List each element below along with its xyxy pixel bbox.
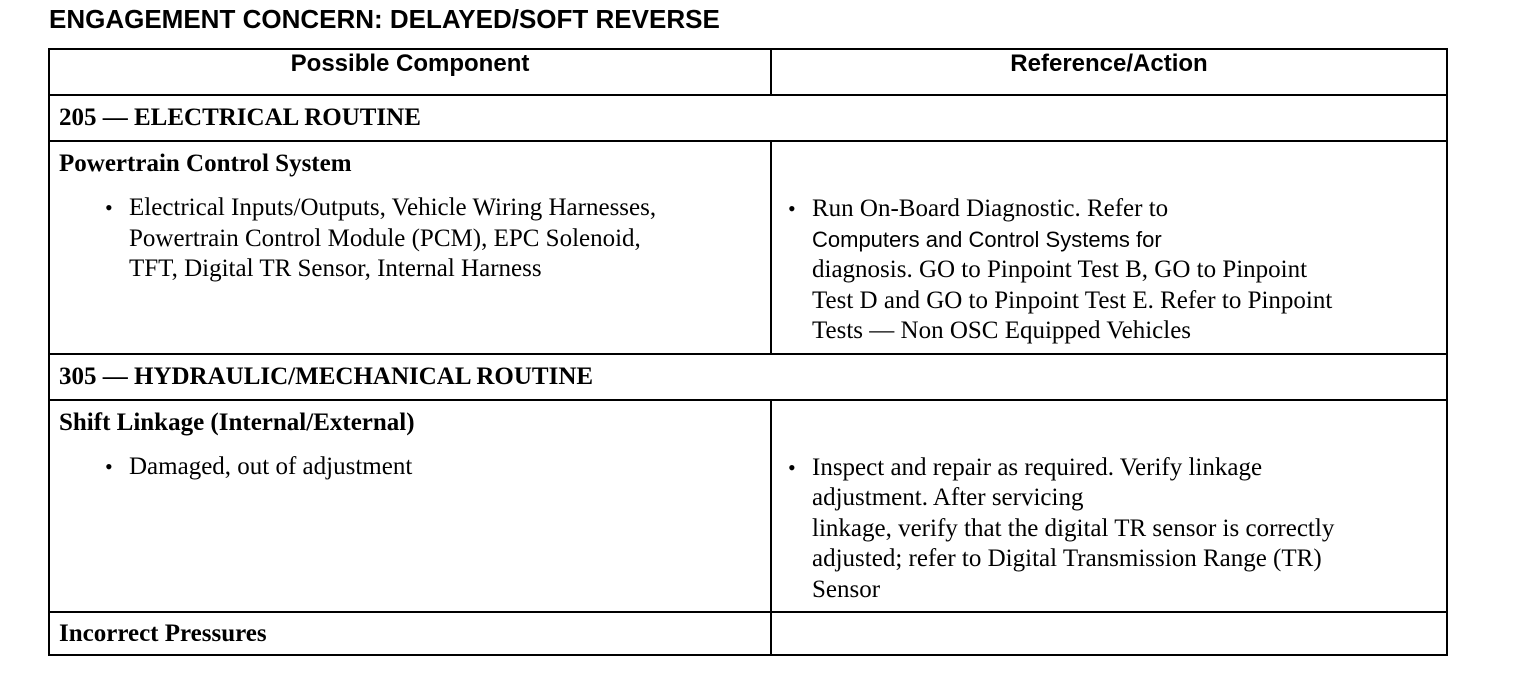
header-reference-action: Reference/Action	[771, 49, 1447, 95]
action-line: adjustment. After servicing	[812, 484, 1084, 511]
component-name: Powertrain Control System	[59, 150, 352, 177]
component-bullet	[50, 438, 770, 483]
action-bullet	[772, 401, 1446, 612]
bullet-glyph: •	[105, 195, 113, 220]
routine-row	[49, 95, 1447, 141]
action-cell-empty	[771, 612, 1447, 655]
component-line: Powertrain Control Module (PCM), EPC Solenoid,	[129, 224, 641, 252]
bullet-glyph: •	[788, 196, 796, 221]
action-line: Inspect and repair as required. Verify linkage	[812, 453, 1263, 481]
component-line: Damaged, out of adjustment	[129, 452, 413, 480]
action-line: adjusted; refer to Digital Transmission Range (TR)	[812, 545, 1322, 572]
header-possible-component: Possible Component	[49, 49, 771, 95]
diagnostic-table	[48, 48, 1448, 656]
routine-heading-hydraulic: 305 — HYDRAULIC/MECHANICAL ROUTINE	[49, 354, 1447, 400]
component-cell	[49, 141, 771, 354]
action-line: Test D and GO to Pinpoint Test E. Refer to Pinpoint	[812, 286, 1333, 314]
action-line: diagnosis. GO to Pinpoint Test B, GO to Pinpoint	[812, 256, 1308, 283]
routine-heading-electrical: 205 — ELECTRICAL ROUTINE	[49, 95, 1447, 141]
action-link-line: Computers and Control Systems for	[812, 226, 1162, 252]
action-bullet	[772, 142, 1446, 353]
component-line: Electrical Inputs/Outputs, Vehicle Wiring Harnesses,	[129, 194, 657, 221]
table-header-row	[49, 49, 1447, 95]
component-name: Incorrect Pressures	[49, 612, 771, 655]
table-row	[49, 141, 1447, 354]
component-bullet	[50, 179, 770, 285]
action-cell	[771, 141, 1447, 354]
table-row	[49, 400, 1447, 613]
action-line: Tests — Non OSC Equipped Vehicles	[812, 317, 1192, 344]
component-cell	[49, 400, 771, 613]
action-line: Sensor	[812, 575, 881, 603]
action-line: Run On-Board Diagnostic. Refer to	[812, 195, 1169, 222]
component-line: TFT, Digital TR Sensor, Internal Harness	[129, 255, 542, 282]
action-cell	[771, 400, 1447, 613]
document-title: ENGAGEMENT CONCERN: DELAYED/SOFT REVERSE	[49, 4, 720, 34]
component-name: Shift Linkage (Internal/External)	[59, 408, 415, 436]
table-row	[49, 612, 1447, 655]
bullet-glyph: •	[105, 453, 113, 479]
action-line: linkage, verify that the digital TR sensor is correctly	[812, 514, 1335, 542]
routine-row	[49, 354, 1447, 400]
bullet-glyph: •	[788, 454, 796, 480]
